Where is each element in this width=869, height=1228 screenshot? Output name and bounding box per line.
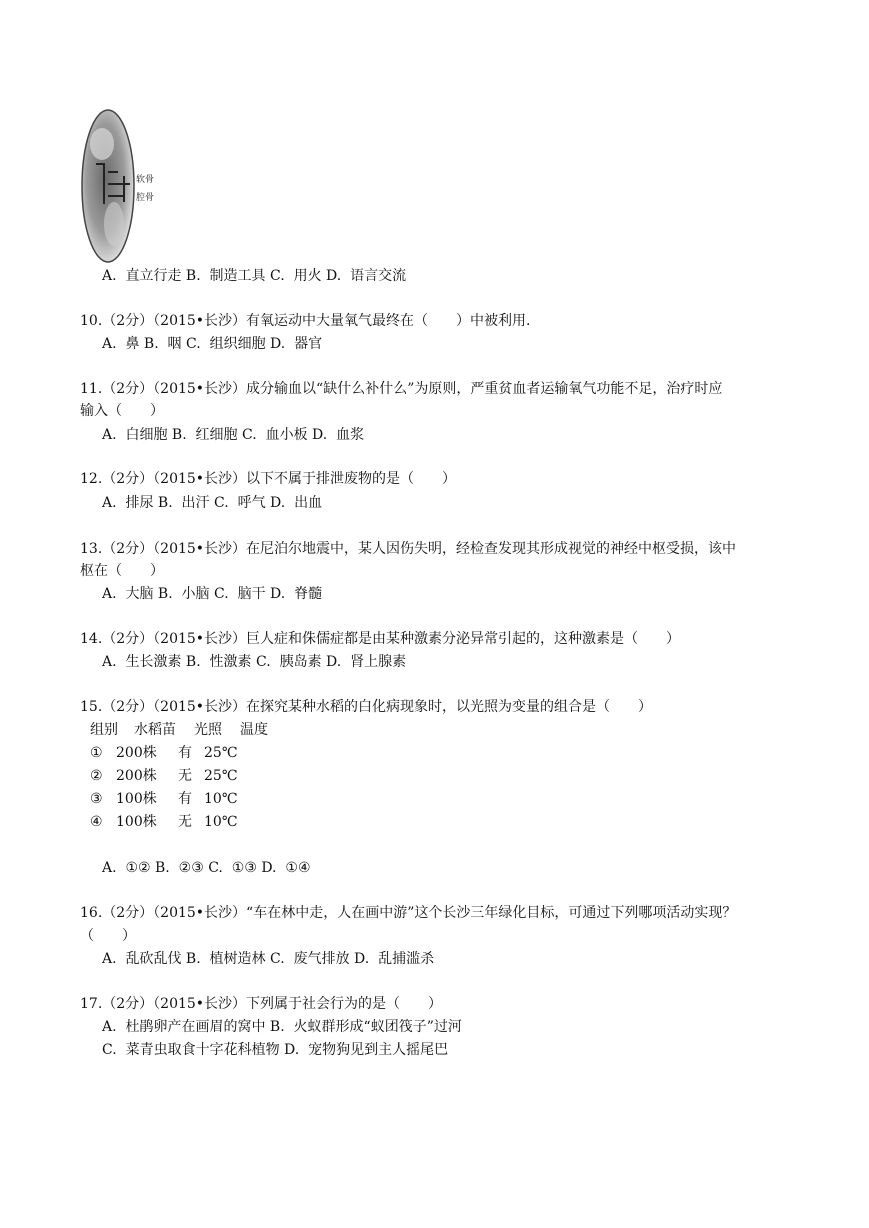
q11-stem-line2: 输入（ ） — [80, 403, 164, 419]
q13-options: A. 大脑 B. 小脑 C. 脑干 D. 脊髓 — [102, 586, 323, 602]
q13-stem-line1: 13.（2分）（2015•长沙）在尼泊尔地震中，某人因伤失明，经检查发现其形成视觉的神经中枢受损，该中 — [80, 541, 737, 557]
q12-stem: 12.（2分）（2015•长沙）以下不属于排泄废物的是（ ） — [80, 471, 457, 487]
q16-stem-line2: （ ） — [80, 928, 136, 944]
q11-stem-line1: 11.（2分）（2015•长沙）成分输血以“缺什么补什么”为原则，严重贫血者运输氧气功能不足，治疗时应 — [80, 381, 723, 397]
q9-options: A. 直立行走 B. 制造工具 C. 用火 D. 语言交流 — [102, 268, 407, 284]
q10-stem: 10.（2分）（2015•长沙）有氧运动中大量氧气最终在（ ）中被利用. — [80, 313, 531, 329]
q15-header-cell: 水稻苗 — [134, 722, 176, 738]
q15-header-cell: 组别 — [90, 722, 118, 738]
q10-options: A. 鼻 B. 咽 C. 组织细胞 D. 器官 — [102, 336, 323, 352]
q15-cell: ④ — [90, 814, 103, 830]
q15-options: A. ①② B. ②③ C. ①③ D. ①④ — [102, 860, 311, 876]
q17-stem: 17.（2分）（2015•长沙）下列属于社会行为的是（ ） — [80, 996, 443, 1012]
q15-cell: ③ — [90, 791, 103, 807]
q13-stem-line2: 枢在（ ） — [80, 563, 164, 579]
q14-options: A. 生长激素 B. 性激素 C. 胰岛素 D. 肾上腺素 — [102, 654, 407, 670]
q15-cell: 有 — [178, 791, 192, 807]
q15-cell: 200株 — [116, 768, 157, 784]
q15-cell: 无 — [178, 768, 192, 784]
q15-cell: ① — [90, 745, 103, 761]
q15-header-cell: 光照 — [194, 722, 222, 738]
q15-cell: 有 — [178, 745, 192, 761]
figure-label-2: 腔骨 — [136, 193, 155, 203]
q16-stem-line1: 16.（2分）（2015•长沙）“车在林中走，人在画中游”这个长沙三年绿化目标，可通过下列哪项活动实现？ — [80, 905, 737, 921]
q16-options: A. 乱砍乱伐 B. 植树造林 C. 废气排放 D. 乱捕滥杀 — [102, 951, 435, 967]
q15-cell: 100株 — [116, 814, 157, 830]
q17-options-line1: A. 杜鹃卵产在画眉的窝中 B. 火蚁群形成“蚁团筏子”过河 — [102, 1019, 462, 1035]
q15-cell: 25℃ — [204, 768, 238, 784]
q14-stem: 14.（2分）（2015•长沙）巨人症和侏儒症都是由某种激素分泌异常引起的，这种激素是（ ） — [80, 631, 681, 647]
q12-options: A. 排尿 B. 出汗 C. 呼气 D. 出血 — [102, 495, 323, 511]
q17-options-line2: C. 菜青虫取食十字花科植物 D. 宠物狗见到主人摇尾巴 — [102, 1042, 449, 1058]
q15-cell: 100株 — [116, 791, 157, 807]
q15-cell: 25℃ — [204, 745, 238, 761]
q15-cell: 10℃ — [204, 814, 238, 830]
q15-cell: 200株 — [116, 745, 157, 761]
q15-cell: 无 — [178, 814, 192, 830]
q15-stem: 15.（2分）（2015•长沙）在探究某种水稻的白化病现象时，以光照为变量的组合是（ ） — [80, 699, 653, 715]
q15-cell: 10℃ — [204, 791, 238, 807]
figure-label-1: 软骨 — [136, 175, 155, 185]
q11-options: A. 白细胞 B. 红细胞 C. 血小板 D. 血浆 — [102, 427, 365, 443]
footprint-figure — [78, 104, 178, 268]
q15-header-cell: 温度 — [240, 722, 268, 738]
q15-cell: ② — [90, 768, 103, 784]
